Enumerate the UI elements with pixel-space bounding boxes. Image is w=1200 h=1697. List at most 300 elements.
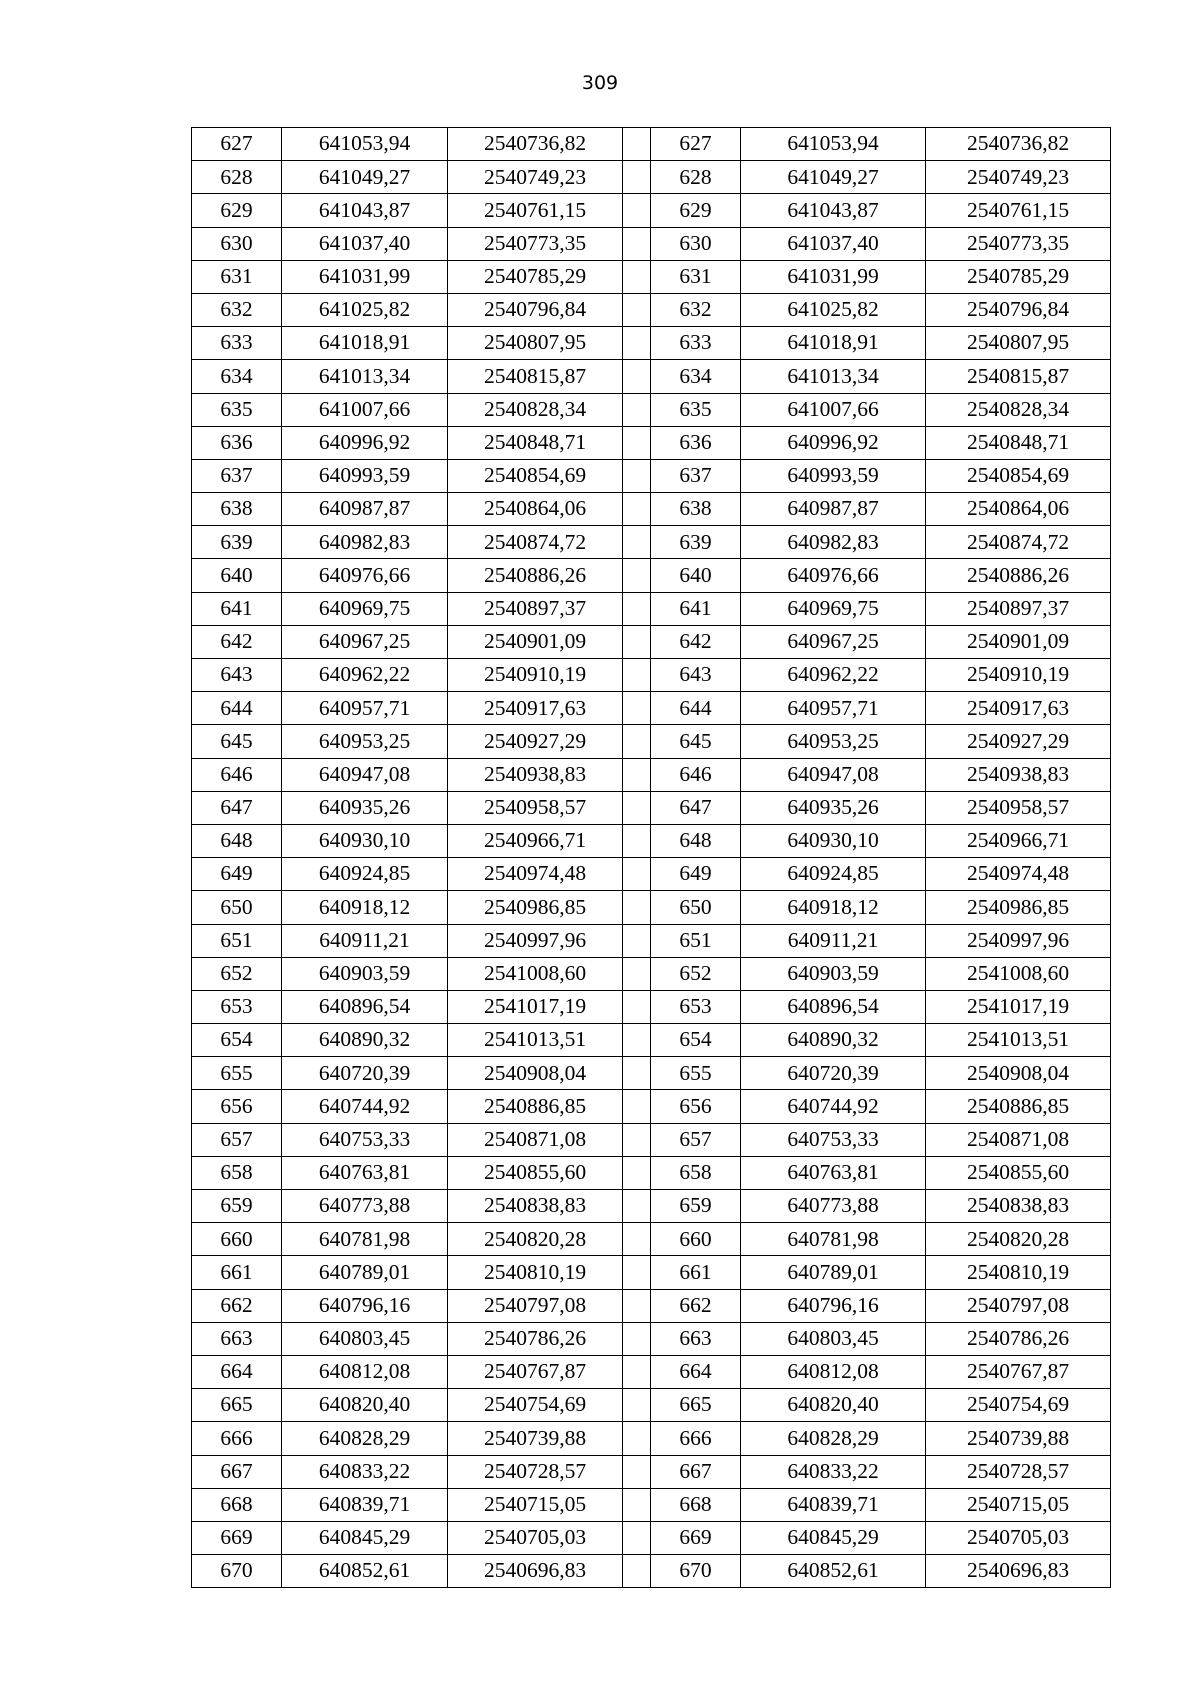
point-number-cell: 661 bbox=[651, 1256, 741, 1289]
point-number-cell: 654 bbox=[192, 1024, 282, 1057]
point-number-cell: 640 bbox=[192, 559, 282, 592]
y-coordinate-cell: 2540815,87 bbox=[926, 360, 1111, 393]
x-coordinate-cell: 640796,16 bbox=[741, 1289, 926, 1322]
y-coordinate-cell: 2540864,06 bbox=[926, 493, 1111, 526]
point-number-cell: 660 bbox=[651, 1223, 741, 1256]
y-coordinate-cell: 2540796,84 bbox=[448, 293, 623, 326]
y-coordinate-cell: 2540855,60 bbox=[448, 1156, 623, 1189]
separator-cell bbox=[623, 592, 651, 625]
coordinates-table-body bbox=[192, 128, 1111, 1588]
point-number-cell: 646 bbox=[651, 758, 741, 791]
y-coordinate-cell: 2540855,60 bbox=[926, 1156, 1111, 1189]
y-coordinate-cell: 2540871,08 bbox=[448, 1123, 623, 1156]
point-number-cell: 632 bbox=[651, 293, 741, 326]
x-coordinate-cell: 640924,85 bbox=[741, 858, 926, 891]
point-number-cell: 629 bbox=[192, 194, 282, 227]
separator-cell bbox=[623, 1521, 651, 1554]
point-number-cell: 644 bbox=[651, 692, 741, 725]
y-coordinate-cell: 2540754,69 bbox=[448, 1389, 623, 1422]
page-number: 309 bbox=[581, 72, 619, 94]
y-coordinate-cell: 2540854,69 bbox=[448, 459, 623, 492]
x-coordinate-cell: 640773,88 bbox=[282, 1190, 448, 1223]
y-coordinate-cell: 2540810,19 bbox=[926, 1256, 1111, 1289]
separator-cell bbox=[623, 659, 651, 692]
y-coordinate-cell: 2540997,96 bbox=[448, 924, 623, 957]
coordinates-table bbox=[191, 127, 1111, 1588]
point-number-cell: 643 bbox=[192, 659, 282, 692]
y-coordinate-cell: 2540736,82 bbox=[448, 128, 623, 161]
table-row bbox=[192, 128, 1111, 161]
point-number-cell: 647 bbox=[651, 791, 741, 824]
point-number-cell: 641 bbox=[192, 592, 282, 625]
y-coordinate-cell: 2540848,71 bbox=[448, 426, 623, 459]
point-number-cell: 663 bbox=[192, 1322, 282, 1355]
point-number-cell: 667 bbox=[192, 1455, 282, 1488]
point-number-cell: 651 bbox=[651, 924, 741, 957]
point-number-cell: 628 bbox=[192, 161, 282, 194]
point-number-cell: 657 bbox=[192, 1123, 282, 1156]
y-coordinate-cell: 2540986,85 bbox=[926, 891, 1111, 924]
point-number-cell: 662 bbox=[651, 1289, 741, 1322]
table-row bbox=[192, 1289, 1111, 1322]
x-coordinate-cell: 641053,94 bbox=[741, 128, 926, 161]
x-coordinate-cell: 641037,40 bbox=[741, 227, 926, 260]
y-coordinate-cell: 2540927,29 bbox=[448, 725, 623, 758]
x-coordinate-cell: 640993,59 bbox=[282, 459, 448, 492]
point-number-cell: 631 bbox=[192, 260, 282, 293]
x-coordinate-cell: 641031,99 bbox=[282, 260, 448, 293]
y-coordinate-cell: 2540974,48 bbox=[926, 858, 1111, 891]
separator-cell bbox=[623, 526, 651, 559]
y-coordinate-cell: 2540917,63 bbox=[926, 692, 1111, 725]
separator-cell bbox=[623, 1322, 651, 1355]
point-number-cell: 665 bbox=[651, 1389, 741, 1422]
point-number-cell: 661 bbox=[192, 1256, 282, 1289]
point-number-cell: 648 bbox=[651, 824, 741, 857]
table-row bbox=[192, 1156, 1111, 1189]
point-number-cell: 631 bbox=[651, 260, 741, 293]
separator-cell bbox=[623, 1223, 651, 1256]
y-coordinate-cell: 2540820,28 bbox=[926, 1223, 1111, 1256]
y-coordinate-cell: 2540908,04 bbox=[448, 1057, 623, 1090]
separator-cell bbox=[623, 957, 651, 990]
y-coordinate-cell: 2541008,60 bbox=[448, 957, 623, 990]
y-coordinate-cell: 2540897,37 bbox=[448, 592, 623, 625]
point-number-cell: 665 bbox=[192, 1389, 282, 1422]
x-coordinate-cell: 640896,54 bbox=[741, 990, 926, 1023]
x-coordinate-cell: 640890,32 bbox=[741, 1024, 926, 1057]
y-coordinate-cell: 2540910,19 bbox=[926, 659, 1111, 692]
x-coordinate-cell: 640962,22 bbox=[741, 659, 926, 692]
point-number-cell: 655 bbox=[192, 1057, 282, 1090]
y-coordinate-cell: 2540886,85 bbox=[926, 1090, 1111, 1123]
y-coordinate-cell: 2540705,03 bbox=[448, 1521, 623, 1554]
x-coordinate-cell: 640803,45 bbox=[741, 1322, 926, 1355]
table-row bbox=[192, 592, 1111, 625]
point-number-cell: 666 bbox=[651, 1422, 741, 1455]
separator-cell bbox=[623, 1355, 651, 1388]
table-row bbox=[192, 1057, 1111, 1090]
table-row bbox=[192, 1256, 1111, 1289]
x-coordinate-cell: 640930,10 bbox=[741, 824, 926, 857]
x-coordinate-cell: 640845,29 bbox=[282, 1521, 448, 1554]
point-number-cell: 643 bbox=[651, 659, 741, 692]
x-coordinate-cell: 640987,87 bbox=[282, 493, 448, 526]
y-coordinate-cell: 2540715,05 bbox=[448, 1488, 623, 1521]
point-number-cell: 641 bbox=[651, 592, 741, 625]
x-coordinate-cell: 641018,91 bbox=[741, 327, 926, 360]
y-coordinate-cell: 2540986,85 bbox=[448, 891, 623, 924]
table-row bbox=[192, 493, 1111, 526]
separator-cell bbox=[623, 227, 651, 260]
x-coordinate-cell: 640957,71 bbox=[741, 692, 926, 725]
separator-cell bbox=[623, 1422, 651, 1455]
x-coordinate-cell: 640828,29 bbox=[282, 1422, 448, 1455]
y-coordinate-cell: 2540749,23 bbox=[926, 161, 1111, 194]
table-row bbox=[192, 1389, 1111, 1422]
table-row bbox=[192, 1555, 1111, 1588]
y-coordinate-cell: 2540785,29 bbox=[926, 260, 1111, 293]
x-coordinate-cell: 640773,88 bbox=[741, 1190, 926, 1223]
x-coordinate-cell: 640947,08 bbox=[282, 758, 448, 791]
y-coordinate-cell: 2540974,48 bbox=[448, 858, 623, 891]
x-coordinate-cell: 640839,71 bbox=[741, 1488, 926, 1521]
separator-cell bbox=[623, 1123, 651, 1156]
separator-cell bbox=[623, 858, 651, 891]
y-coordinate-cell: 2540938,83 bbox=[448, 758, 623, 791]
x-coordinate-cell: 640903,59 bbox=[282, 957, 448, 990]
point-number-cell: 636 bbox=[651, 426, 741, 459]
table-row bbox=[192, 426, 1111, 459]
separator-cell bbox=[623, 1389, 651, 1422]
point-number-cell: 638 bbox=[192, 493, 282, 526]
x-coordinate-cell: 640812,08 bbox=[282, 1355, 448, 1388]
x-coordinate-cell: 640803,45 bbox=[282, 1322, 448, 1355]
separator-cell bbox=[623, 891, 651, 924]
point-number-cell: 653 bbox=[192, 990, 282, 1023]
x-coordinate-cell: 640918,12 bbox=[282, 891, 448, 924]
point-number-cell: 652 bbox=[651, 957, 741, 990]
table-row bbox=[192, 360, 1111, 393]
x-coordinate-cell: 640969,75 bbox=[741, 592, 926, 625]
y-coordinate-cell: 2540754,69 bbox=[926, 1389, 1111, 1422]
separator-cell bbox=[623, 824, 651, 857]
separator-cell bbox=[623, 1090, 651, 1123]
y-coordinate-cell: 2540807,95 bbox=[926, 327, 1111, 360]
table-row bbox=[192, 625, 1111, 658]
table-row bbox=[192, 227, 1111, 260]
y-coordinate-cell: 2540820,28 bbox=[448, 1223, 623, 1256]
separator-cell bbox=[623, 161, 651, 194]
x-coordinate-cell: 640720,39 bbox=[282, 1057, 448, 1090]
separator-cell bbox=[623, 360, 651, 393]
table-row bbox=[192, 891, 1111, 924]
y-coordinate-cell: 2540761,15 bbox=[448, 194, 623, 227]
point-number-cell: 630 bbox=[651, 227, 741, 260]
y-coordinate-cell: 2540886,26 bbox=[448, 559, 623, 592]
point-number-cell: 636 bbox=[192, 426, 282, 459]
separator-cell bbox=[623, 559, 651, 592]
y-coordinate-cell: 2540786,26 bbox=[926, 1322, 1111, 1355]
x-coordinate-cell: 641013,34 bbox=[282, 360, 448, 393]
point-number-cell: 642 bbox=[651, 625, 741, 658]
x-coordinate-cell: 640896,54 bbox=[282, 990, 448, 1023]
separator-cell bbox=[623, 725, 651, 758]
y-coordinate-cell: 2540938,83 bbox=[926, 758, 1111, 791]
point-number-cell: 652 bbox=[192, 957, 282, 990]
x-coordinate-cell: 640953,25 bbox=[282, 725, 448, 758]
x-coordinate-cell: 640852,61 bbox=[741, 1555, 926, 1588]
point-number-cell: 635 bbox=[192, 393, 282, 426]
x-coordinate-cell: 640763,81 bbox=[741, 1156, 926, 1189]
x-coordinate-cell: 640947,08 bbox=[741, 758, 926, 791]
x-coordinate-cell: 640753,33 bbox=[282, 1123, 448, 1156]
separator-cell bbox=[623, 791, 651, 824]
table-row bbox=[192, 824, 1111, 857]
x-coordinate-cell: 640918,12 bbox=[741, 891, 926, 924]
separator-cell bbox=[623, 493, 651, 526]
x-coordinate-cell: 640957,71 bbox=[282, 692, 448, 725]
point-number-cell: 670 bbox=[192, 1555, 282, 1588]
x-coordinate-cell: 640828,29 bbox=[741, 1422, 926, 1455]
point-number-cell: 629 bbox=[651, 194, 741, 227]
separator-cell bbox=[623, 1057, 651, 1090]
x-coordinate-cell: 640996,92 bbox=[741, 426, 926, 459]
y-coordinate-cell: 2540728,57 bbox=[448, 1455, 623, 1488]
point-number-cell: 656 bbox=[651, 1090, 741, 1123]
x-coordinate-cell: 640930,10 bbox=[282, 824, 448, 857]
point-number-cell: 666 bbox=[192, 1422, 282, 1455]
table-row bbox=[192, 659, 1111, 692]
x-coordinate-cell: 640967,25 bbox=[282, 625, 448, 658]
y-coordinate-cell: 2540966,71 bbox=[926, 824, 1111, 857]
separator-cell bbox=[623, 1024, 651, 1057]
x-coordinate-cell: 640993,59 bbox=[741, 459, 926, 492]
separator-cell bbox=[623, 260, 651, 293]
point-number-cell: 669 bbox=[651, 1521, 741, 1554]
point-number-cell: 658 bbox=[651, 1156, 741, 1189]
x-coordinate-cell: 641025,82 bbox=[741, 293, 926, 326]
x-coordinate-cell: 640967,25 bbox=[741, 625, 926, 658]
y-coordinate-cell: 2540761,15 bbox=[926, 194, 1111, 227]
y-coordinate-cell: 2540815,87 bbox=[448, 360, 623, 393]
point-number-cell: 637 bbox=[192, 459, 282, 492]
x-coordinate-cell: 640820,40 bbox=[741, 1389, 926, 1422]
y-coordinate-cell: 2540854,69 bbox=[926, 459, 1111, 492]
point-number-cell: 668 bbox=[651, 1488, 741, 1521]
point-number-cell: 656 bbox=[192, 1090, 282, 1123]
point-number-cell: 627 bbox=[651, 128, 741, 161]
point-number-cell: 638 bbox=[651, 493, 741, 526]
x-coordinate-cell: 640962,22 bbox=[282, 659, 448, 692]
x-coordinate-cell: 640911,21 bbox=[741, 924, 926, 957]
x-coordinate-cell: 640903,59 bbox=[741, 957, 926, 990]
point-number-cell: 649 bbox=[651, 858, 741, 891]
separator-cell bbox=[623, 1488, 651, 1521]
y-coordinate-cell: 2540908,04 bbox=[926, 1057, 1111, 1090]
x-coordinate-cell: 640744,92 bbox=[741, 1090, 926, 1123]
y-coordinate-cell: 2540785,29 bbox=[448, 260, 623, 293]
y-coordinate-cell: 2541008,60 bbox=[926, 957, 1111, 990]
x-coordinate-cell: 640890,32 bbox=[282, 1024, 448, 1057]
y-coordinate-cell: 2540739,88 bbox=[926, 1422, 1111, 1455]
separator-cell bbox=[623, 924, 651, 957]
y-coordinate-cell: 2540767,87 bbox=[926, 1355, 1111, 1388]
y-coordinate-cell: 2540886,85 bbox=[448, 1090, 623, 1123]
table-row bbox=[192, 194, 1111, 227]
y-coordinate-cell: 2540917,63 bbox=[448, 692, 623, 725]
y-coordinate-cell: 2540696,83 bbox=[926, 1555, 1111, 1588]
x-coordinate-cell: 640812,08 bbox=[741, 1355, 926, 1388]
point-number-cell: 642 bbox=[192, 625, 282, 658]
table-row bbox=[192, 1422, 1111, 1455]
x-coordinate-cell: 640976,66 bbox=[741, 559, 926, 592]
x-coordinate-cell: 640982,83 bbox=[282, 526, 448, 559]
point-number-cell: 630 bbox=[192, 227, 282, 260]
separator-cell bbox=[623, 1289, 651, 1322]
x-coordinate-cell: 640744,92 bbox=[282, 1090, 448, 1123]
y-coordinate-cell: 2541013,51 bbox=[448, 1024, 623, 1057]
point-number-cell: 667 bbox=[651, 1455, 741, 1488]
x-coordinate-cell: 641049,27 bbox=[282, 161, 448, 194]
point-number-cell: 648 bbox=[192, 824, 282, 857]
x-coordinate-cell: 640789,01 bbox=[741, 1256, 926, 1289]
table-row bbox=[192, 1223, 1111, 1256]
table-row bbox=[192, 1190, 1111, 1223]
y-coordinate-cell: 2540796,84 bbox=[926, 293, 1111, 326]
y-coordinate-cell: 2540864,06 bbox=[448, 493, 623, 526]
y-coordinate-cell: 2540797,08 bbox=[926, 1289, 1111, 1322]
table-row bbox=[192, 957, 1111, 990]
x-coordinate-cell: 641007,66 bbox=[741, 393, 926, 426]
table-row bbox=[192, 327, 1111, 360]
x-coordinate-cell: 640781,98 bbox=[282, 1223, 448, 1256]
point-number-cell: 633 bbox=[651, 327, 741, 360]
point-number-cell: 668 bbox=[192, 1488, 282, 1521]
x-coordinate-cell: 640996,92 bbox=[282, 426, 448, 459]
y-coordinate-cell: 2540696,83 bbox=[448, 1555, 623, 1588]
y-coordinate-cell: 2540767,87 bbox=[448, 1355, 623, 1388]
point-number-cell: 634 bbox=[651, 360, 741, 393]
table-row bbox=[192, 1455, 1111, 1488]
separator-cell bbox=[623, 625, 651, 658]
point-number-cell: 637 bbox=[651, 459, 741, 492]
table-row bbox=[192, 1521, 1111, 1554]
table-row bbox=[192, 393, 1111, 426]
x-coordinate-cell: 640720,39 bbox=[741, 1057, 926, 1090]
y-coordinate-cell: 2540828,34 bbox=[926, 393, 1111, 426]
x-coordinate-cell: 640833,22 bbox=[282, 1455, 448, 1488]
x-coordinate-cell: 640839,71 bbox=[282, 1488, 448, 1521]
x-coordinate-cell: 640852,61 bbox=[282, 1555, 448, 1588]
point-number-cell: 634 bbox=[192, 360, 282, 393]
table-row bbox=[192, 758, 1111, 791]
separator-cell bbox=[623, 426, 651, 459]
y-coordinate-cell: 2540739,88 bbox=[448, 1422, 623, 1455]
separator-cell bbox=[623, 1190, 651, 1223]
y-coordinate-cell: 2540728,57 bbox=[926, 1455, 1111, 1488]
x-coordinate-cell: 640833,22 bbox=[741, 1455, 926, 1488]
x-coordinate-cell: 640935,26 bbox=[282, 791, 448, 824]
separator-cell bbox=[623, 393, 651, 426]
point-number-cell: 653 bbox=[651, 990, 741, 1023]
point-number-cell: 640 bbox=[651, 559, 741, 592]
y-coordinate-cell: 2540810,19 bbox=[448, 1256, 623, 1289]
y-coordinate-cell: 2540705,03 bbox=[926, 1521, 1111, 1554]
separator-cell bbox=[623, 293, 651, 326]
point-number-cell: 659 bbox=[651, 1190, 741, 1223]
point-number-cell: 639 bbox=[651, 526, 741, 559]
y-coordinate-cell: 2540997,96 bbox=[926, 924, 1111, 957]
x-coordinate-cell: 641037,40 bbox=[282, 227, 448, 260]
point-number-cell: 647 bbox=[192, 791, 282, 824]
y-coordinate-cell: 2540828,34 bbox=[448, 393, 623, 426]
y-coordinate-cell: 2541017,19 bbox=[448, 990, 623, 1023]
x-coordinate-cell: 641053,94 bbox=[282, 128, 448, 161]
table-row bbox=[192, 559, 1111, 592]
y-coordinate-cell: 2540927,29 bbox=[926, 725, 1111, 758]
separator-cell bbox=[623, 990, 651, 1023]
point-number-cell: 657 bbox=[651, 1123, 741, 1156]
table-row bbox=[192, 1090, 1111, 1123]
point-number-cell: 654 bbox=[651, 1024, 741, 1057]
x-coordinate-cell: 641018,91 bbox=[282, 327, 448, 360]
point-number-cell: 635 bbox=[651, 393, 741, 426]
y-coordinate-cell: 2540838,83 bbox=[448, 1190, 623, 1223]
point-number-cell: 633 bbox=[192, 327, 282, 360]
point-number-cell: 650 bbox=[651, 891, 741, 924]
table-row bbox=[192, 1024, 1111, 1057]
y-coordinate-cell: 2540786,26 bbox=[448, 1322, 623, 1355]
table-row bbox=[192, 924, 1111, 957]
separator-cell bbox=[623, 1156, 651, 1189]
y-coordinate-cell: 2540736,82 bbox=[926, 128, 1111, 161]
point-number-cell: 627 bbox=[192, 128, 282, 161]
table-row bbox=[192, 526, 1111, 559]
point-number-cell: 669 bbox=[192, 1521, 282, 1554]
y-coordinate-cell: 2540749,23 bbox=[448, 161, 623, 194]
x-coordinate-cell: 641007,66 bbox=[282, 393, 448, 426]
x-coordinate-cell: 641049,27 bbox=[741, 161, 926, 194]
x-coordinate-cell: 640820,40 bbox=[282, 1389, 448, 1422]
y-coordinate-cell: 2540848,71 bbox=[926, 426, 1111, 459]
x-coordinate-cell: 640935,26 bbox=[741, 791, 926, 824]
y-coordinate-cell: 2541017,19 bbox=[926, 990, 1111, 1023]
table-row bbox=[192, 1123, 1111, 1156]
x-coordinate-cell: 641013,34 bbox=[741, 360, 926, 393]
separator-cell bbox=[623, 194, 651, 227]
point-number-cell: 650 bbox=[192, 891, 282, 924]
point-number-cell: 662 bbox=[192, 1289, 282, 1322]
point-number-cell: 664 bbox=[651, 1355, 741, 1388]
separator-cell bbox=[623, 1455, 651, 1488]
table-row bbox=[192, 858, 1111, 891]
separator-cell bbox=[623, 327, 651, 360]
x-coordinate-cell: 640924,85 bbox=[282, 858, 448, 891]
x-coordinate-cell: 640763,81 bbox=[282, 1156, 448, 1189]
table-row bbox=[192, 1322, 1111, 1355]
x-coordinate-cell: 641031,99 bbox=[741, 260, 926, 293]
x-coordinate-cell: 640911,21 bbox=[282, 924, 448, 957]
y-coordinate-cell: 2540715,05 bbox=[926, 1488, 1111, 1521]
x-coordinate-cell: 640969,75 bbox=[282, 592, 448, 625]
x-coordinate-cell: 640753,33 bbox=[741, 1123, 926, 1156]
point-number-cell: 655 bbox=[651, 1057, 741, 1090]
table-row bbox=[192, 293, 1111, 326]
point-number-cell: 659 bbox=[192, 1190, 282, 1223]
point-number-cell: 664 bbox=[192, 1355, 282, 1388]
point-number-cell: 645 bbox=[192, 725, 282, 758]
